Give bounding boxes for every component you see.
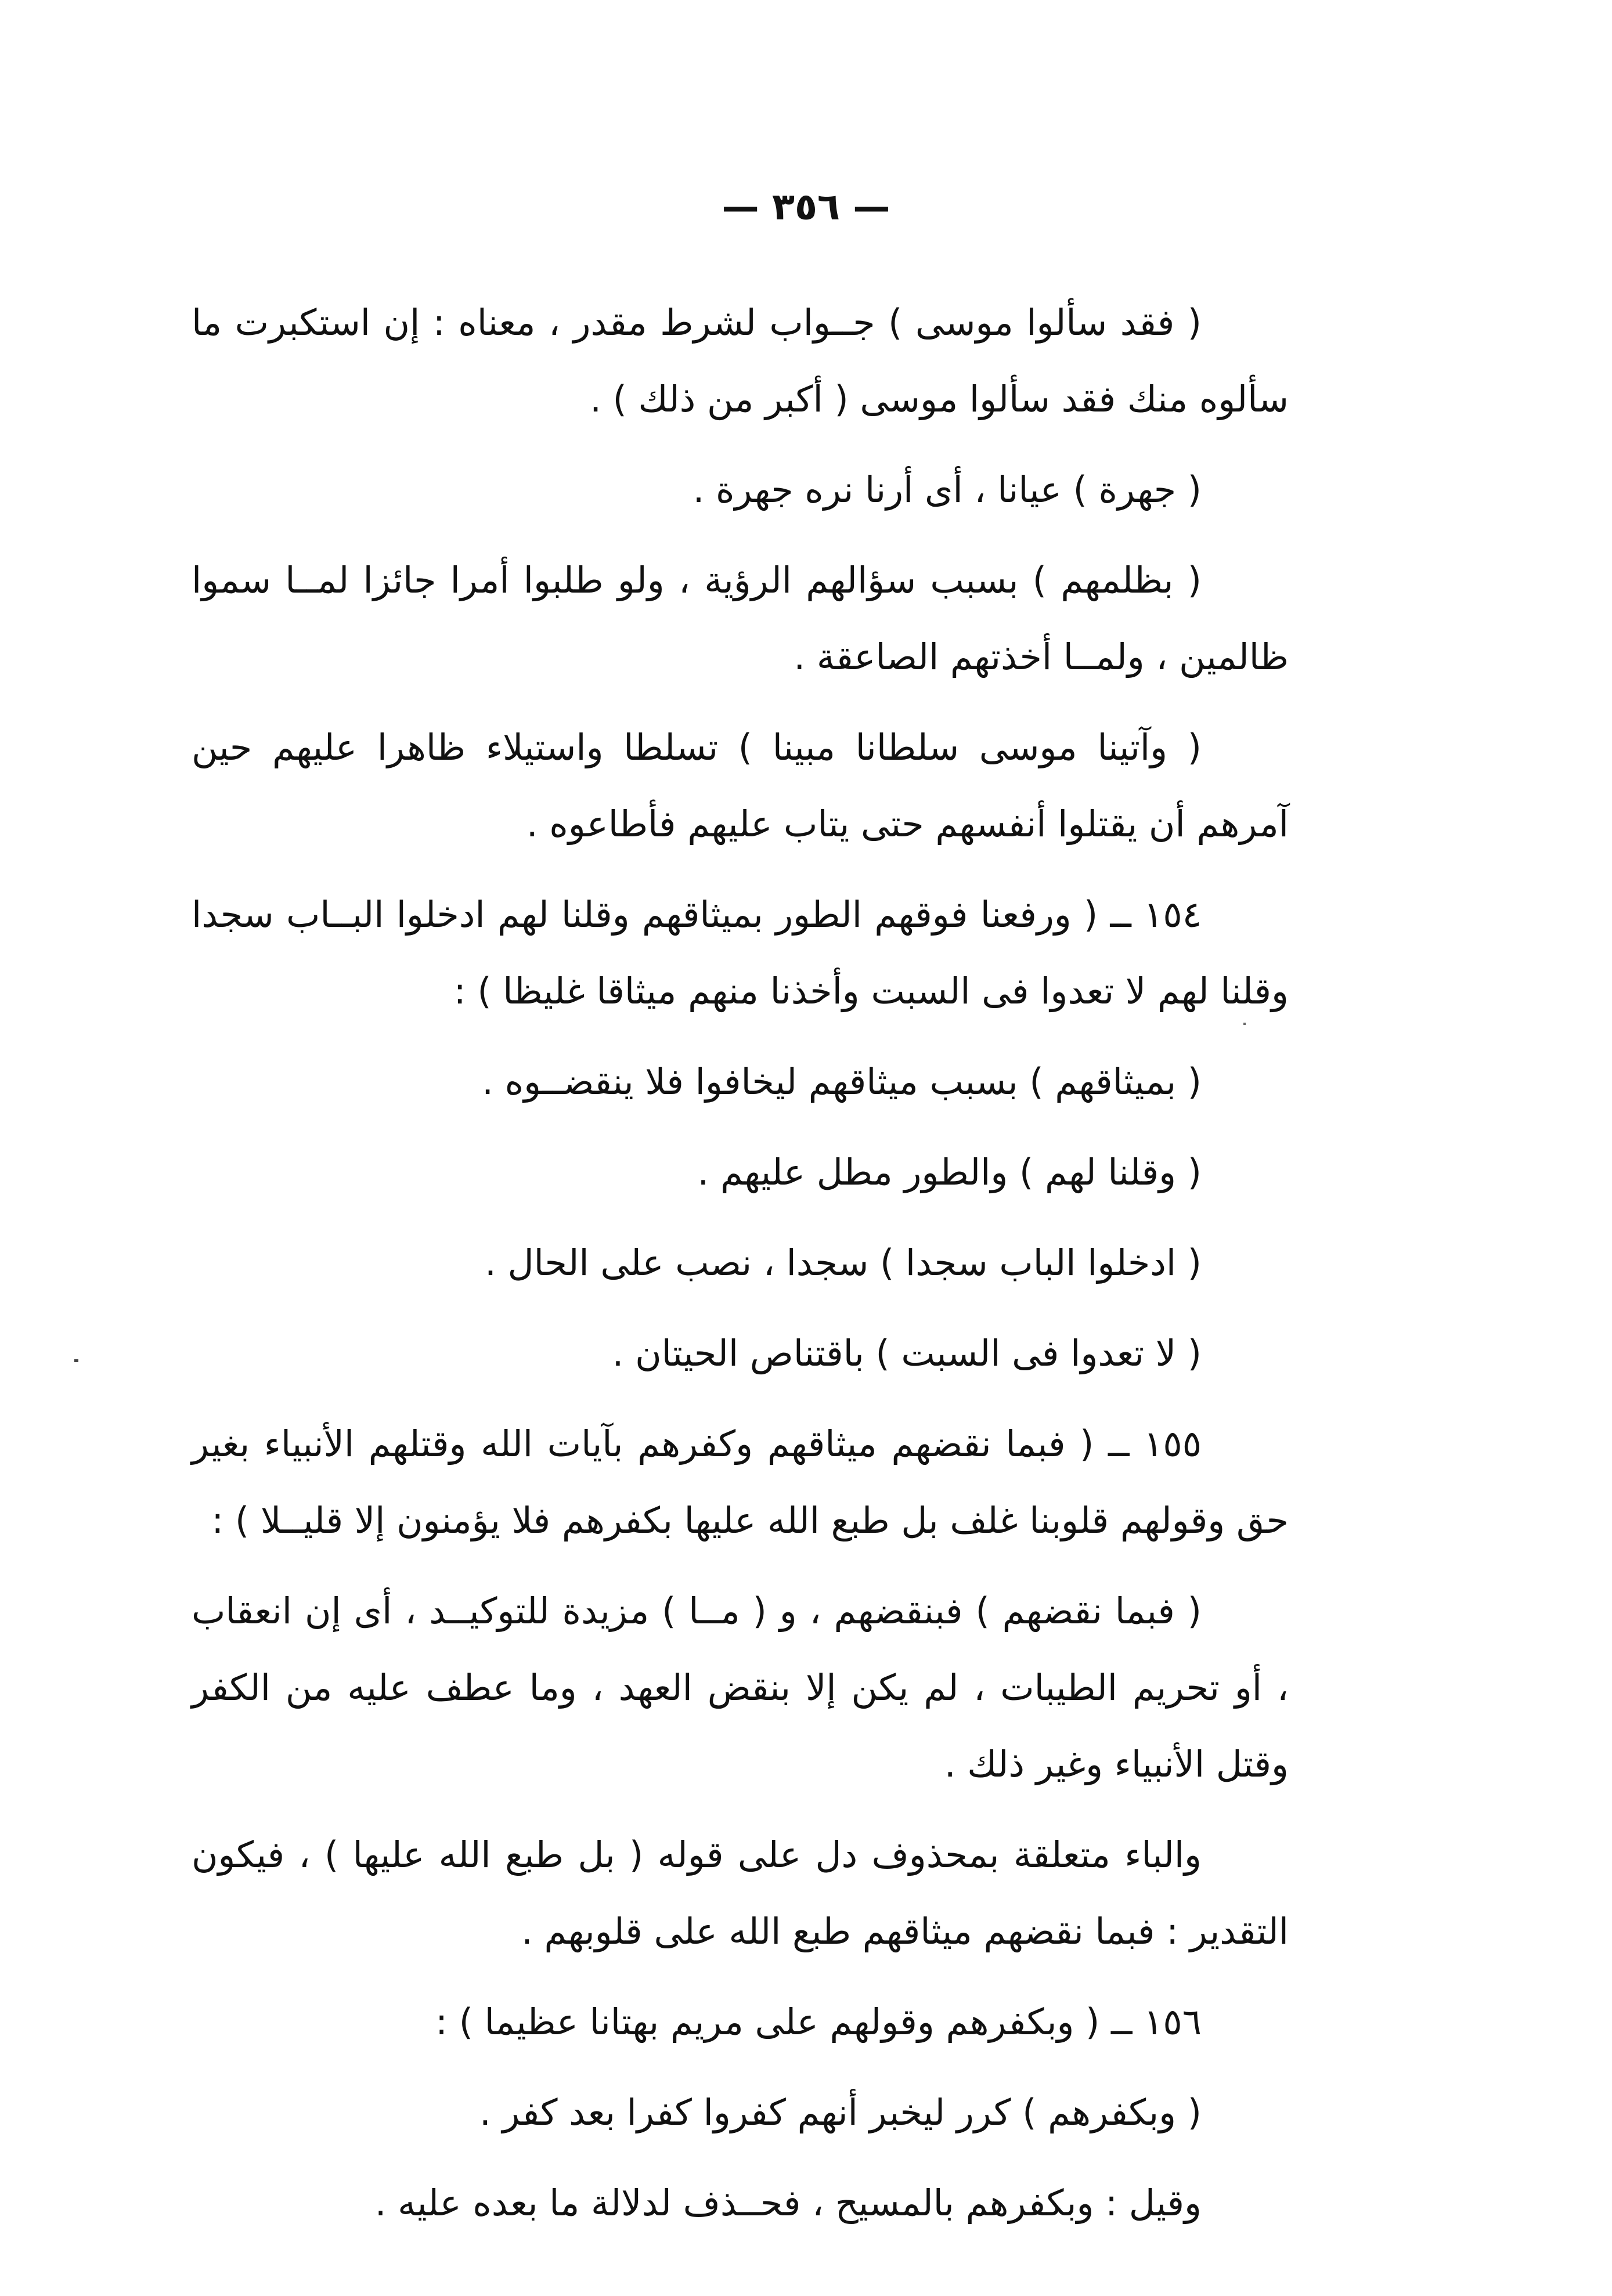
paragraph-6: ( بميثاقهم ) بسبب ميثاقهم ليخافوا فلا ينقضــوه . <box>482 1060 1202 1103</box>
paragraph-8: ( ادخلوا الباب سجدا ) سجدا ، نصب على الحال . <box>485 1241 1202 1284</box>
paragraph-2: ( جهرة ) عيانا ، أى أرنا نره جهرة . <box>693 468 1202 511</box>
paragraph-7: ( وقلنا لهم ) والطور مطل عليهم . <box>697 1151 1202 1193</box>
paragraph-9: ( لا تعدوا فى السبت ) باقتناص الحيتان . <box>612 1332 1202 1374</box>
paragraph-5: ١٥٤ ــ ( ورفعنا فوقهم الطور بميثاقهم وقلنا لهم ادخلوا البــاب سجدا وقلنا لهم لا تعدوا فى السبت وأخذنا منهم ميثاقا غليظا ) : <box>192 893 1289 1012</box>
paragraph-10: ١٥٥ ــ ( فبما نقضهم ميثاقهم وكفرهم بآيات الله وقتلهم الأنبياء بغير حق وقولهم قلوبنا غلف بل طبع الله عليها بكفرهم فلا يؤمنون إلا قليــلا ) : <box>192 1423 1289 1542</box>
scan-speck-small <box>1243 1023 1246 1025</box>
paragraph-1: ( فقد سألوا موسى ) جــواب لشرط مقدر ، معناه : إن استكبرت ما سألوه منك فقد سألوا موسى ( أكبر من ذلك ) . <box>192 301 1289 420</box>
page-number: — ٣٥٦ — <box>722 186 890 229</box>
paragraph-3: ( بظلمهم ) بسبب سؤالهم الرؤية ، ولو طلبوا أمرا جائزا لمــا سموا ظالمين ، ولمــا أخذتهم الصاعقة . <box>192 559 1289 678</box>
paragraph-13: ١٥٦ ــ ( وبكفرهم وقولهم على مريم بهتانا عظيما ) : <box>435 2001 1202 2043</box>
paragraph-12: والباء متعلقة بمحذوف دل على قوله ( بل طبع الله عليها ) ، فيكون التقدير : فبما نقضهم ميثاقهم طبع الله على قلوبهم . <box>192 1833 1289 1952</box>
paragraph-14: ( وبكفرهم ) كرر ليخبر أنهم كفروا كفرا بعد كفر . <box>479 2091 1202 2133</box>
paragraph-4: ( وآتينا موسى سلطانا مبينا ) تسلطا واستيلاء ظاهرا عليهم حين آمرهم أن يقتلوا أنفسهم حتى يتاب عليهم فأطاعوه . <box>192 726 1289 845</box>
scan-speck <box>74 1359 78 1362</box>
paragraph-15: وقيل : وبكفرهم بالمسيح ، فحــذف لدلالة ما بعده عليه . <box>374 2182 1202 2224</box>
paragraph-11: ( فبما نقضهم ) فبنقضهم ، و ( مــا ) مزيدة للتوكيــد ، أى إن انعقاب ، أو تحريم الطيبات ، لم يكن إلا بنقض العهد ، وما عطف عليه من الكفر وقتل الأنبياء وغير ذلك . <box>192 1590 1289 1785</box>
body-text <box>192 284 1289 2255</box>
